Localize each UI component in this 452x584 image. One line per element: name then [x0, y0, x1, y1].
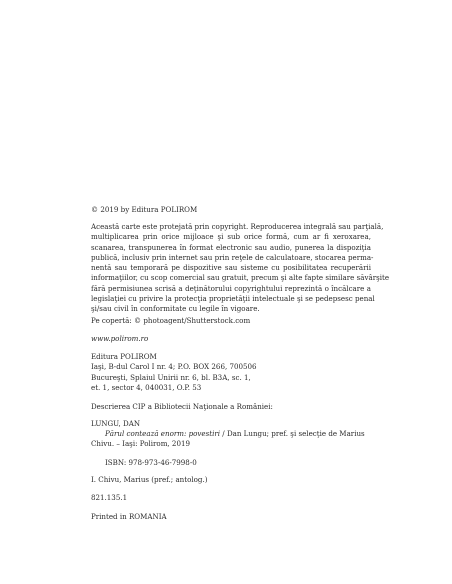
publisher-name: Editura POLIROM	[91, 352, 157, 361]
legal-line: multiplicarea prin orice mijloace şi sub orice formă, cum ar fi xeroxarea,	[91, 232, 371, 242]
isbn: ISBN: 978-973-46-7998-0	[105, 458, 197, 467]
cip-index-entry: I. Chivu, Marius (pref.; antolog.)	[91, 475, 208, 484]
address-iasi: Iaşi, B-dul Carol I nr. 4; P.O. BOX 266, 700506	[91, 362, 257, 372]
legal-line: Această carte este protejată prin copyright. Reproducerea integrală sau parţială,	[91, 222, 384, 231]
publisher-website: www.polirom.ro	[91, 334, 149, 343]
legal-line: nentă sau temporară pe dispozitive sau sisteme cu posibilitatea recuperării	[91, 263, 371, 273]
address-bucuresti-cont: et. 1, sector 4, 040031, O.P. 53	[91, 382, 202, 392]
cip-author: LUNGU, DAN	[91, 419, 141, 428]
legal-line: fără permisiunea scrisă a deţinătorului copyrightului reprezintă o încălcare a	[91, 283, 371, 293]
legal-notice	[91, 222, 390, 315]
printed-in: Printed in ROMANIA	[91, 512, 167, 521]
legal-line: scanarea, transpunerea în format electronic sau audio, punerea la dispoziţia	[91, 242, 371, 252]
address-bucuresti: Bucureşti, Splaiul Unirii nr. 6, bl. B3A, sc. 1,	[91, 372, 251, 382]
publisher-address	[91, 352, 371, 393]
cip-book-title: Părul contează enorm: povestiri	[105, 429, 221, 438]
legal-line: şi/sau civil în conformitate cu legile în vigoare.	[91, 304, 260, 314]
copyright-page	[91, 0, 390, 584]
legal-line: publică, inclusiv prin internet sau prin reţele de calculatoare, stocarea perma-	[91, 252, 374, 262]
cip-credits: / Dan Lungu; pref. şi selecţie de Marius	[220, 429, 365, 438]
udc-classification: 821.135.1	[91, 493, 128, 502]
cover-credit: Pe copertă: © photoagent/Shutterstock.com	[91, 316, 251, 325]
cip-description	[91, 429, 371, 450]
legal-line: legislaţiei cu privire la protecţia proprietăţii intelectuale şi se pedepsesc penal	[91, 294, 375, 304]
cip-imprint: Chivu. – Iaşi: Polirom, 2019	[91, 439, 190, 449]
copyright-notice: © 2019 by Editura POLIROM	[91, 205, 198, 214]
legal-line: informaţiilor, cu scop comercial sau gratuit, precum şi alte fapte similare săvârşite	[91, 273, 390, 283]
cip-heading: Descrierea CIP a Bibliotecii Naţionale a României:	[91, 402, 273, 411]
